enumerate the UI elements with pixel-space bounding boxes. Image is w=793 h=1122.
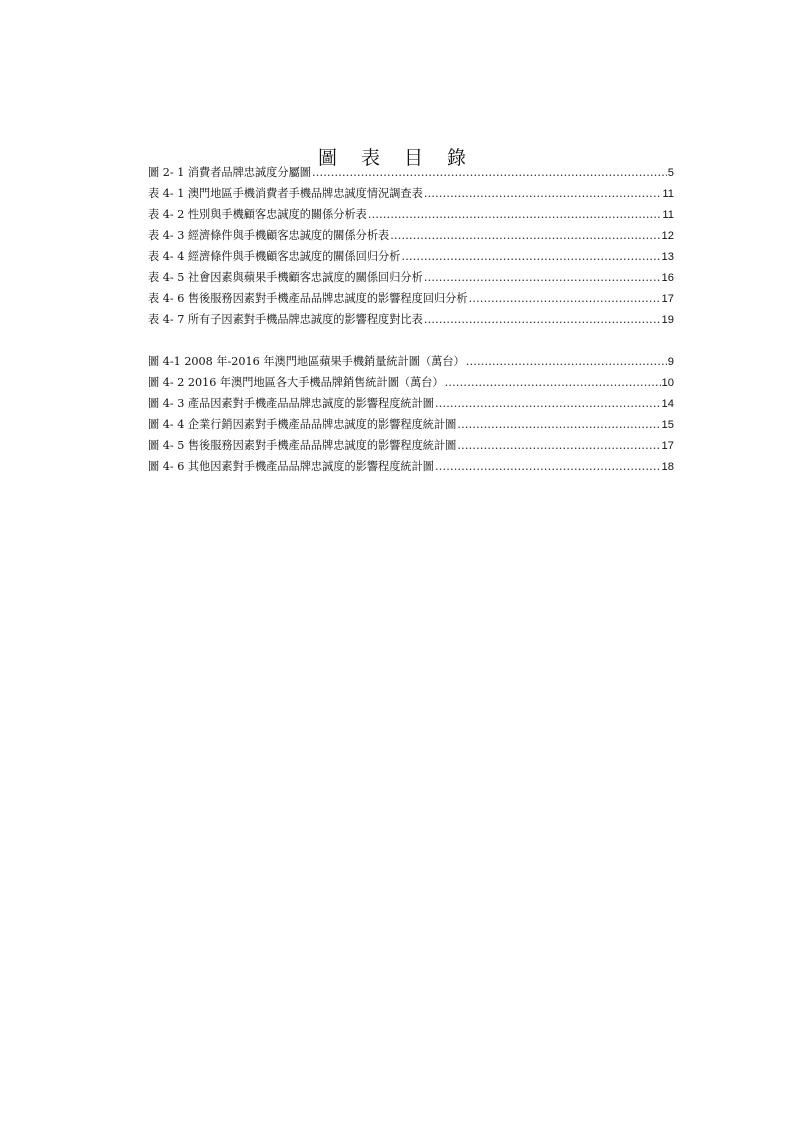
toc-entry-label: 圖 4- 6 其他因素對手機產品品牌忠誠度的影響程度統計圖 — [148, 460, 434, 473]
toc-entry-label: 圖 4- 2 2016 年澳門地區各大手機品牌銷售統計圖（萬台） — [148, 376, 444, 389]
toc-entry[interactable] — [148, 225, 674, 246]
toc-entry-page: 16 — [661, 272, 674, 284]
toc-entry-label: 表 4- 2 性別與手機顧客忠誠度的關係分析表 — [148, 208, 367, 221]
toc-entry-page: 11 — [662, 188, 674, 200]
toc-entry-label: 圖 4-1 2008 年-2016 年澳門地區蘋果手機銷量統計圖（萬台） — [148, 355, 465, 368]
toc-entry[interactable] — [148, 414, 674, 435]
toc-group-tables — [148, 162, 674, 330]
toc-entry[interactable] — [148, 435, 674, 456]
dot-leader — [445, 372, 661, 393]
toc-entry-label: 圖 4- 3 產品因素對手機產品品牌忠誠度的影響程度統計圖 — [148, 397, 434, 410]
toc-entry-label: 表 4- 7 所有子因素對手機品牌忠誠度的影響程度對比表 — [148, 313, 423, 326]
dot-leader — [457, 435, 660, 456]
dot-leader — [312, 162, 667, 183]
toc-entry-label: 圖 4- 4 企業行銷因素對手機產品品牌忠誠度的影響程度統計圖 — [148, 418, 457, 431]
toc-entry-page: 17 — [661, 440, 674, 452]
toc-entry-page: 5 — [667, 167, 674, 179]
dot-leader — [424, 267, 661, 288]
toc-group-figures — [148, 351, 674, 477]
dot-leader — [424, 183, 662, 204]
toc-entry[interactable] — [148, 393, 674, 414]
dot-leader — [435, 456, 661, 477]
toc-entry[interactable] — [148, 267, 674, 288]
dot-leader — [457, 414, 660, 435]
toc-entry-label: 圖 4- 5 售後服務因素對手機產品品牌忠誠度的影響程度統計圖 — [148, 439, 457, 452]
toc-entry-label: 表 4- 6 售後服務因素對手機產品品牌忠誠度的影響程度回归分析 — [148, 292, 468, 305]
toc-entry[interactable] — [148, 351, 674, 372]
toc-entry-label: 表 4- 1 澳門地區手機消費者手機品牌忠誠度情況調查表 — [148, 187, 423, 200]
toc-entry-page: 14 — [661, 398, 674, 410]
toc-entry-page: 17 — [661, 293, 674, 305]
toc-entry-page: 12 — [661, 230, 674, 242]
dot-leader — [390, 225, 660, 246]
page-title: 圖 表 目 錄 — [317, 146, 476, 169]
toc-entry-page: 13 — [661, 251, 674, 263]
toc-entry[interactable] — [148, 204, 674, 225]
toc-entry-page: 19 — [661, 314, 674, 326]
dot-leader — [435, 393, 661, 414]
dot-leader — [469, 288, 661, 309]
toc-entry-page: 15 — [661, 419, 674, 431]
toc-entry-page: 10 — [661, 377, 674, 389]
dot-leader — [368, 204, 662, 225]
toc-entry[interactable] — [148, 183, 674, 204]
toc-entry[interactable] — [148, 309, 674, 330]
toc-entry[interactable] — [148, 372, 674, 393]
toc-entry-label: 圖 2- 1 消費者品牌忠誠度分屬圖 — [148, 166, 311, 179]
dot-leader — [424, 309, 661, 330]
dot-leader — [401, 246, 660, 267]
toc-entry[interactable] — [148, 162, 674, 183]
toc-entry-page: 9 — [667, 356, 674, 368]
toc-entry-label: 表 4- 4 經濟條件與手機顧客忠誠度的關係回归分析 — [148, 250, 401, 263]
dot-leader — [466, 351, 667, 372]
toc-entry[interactable] — [148, 456, 674, 477]
toc-entry-label: 表 4- 5 社會因素與蘋果手機顧客忠誠度的關係回归分析 — [148, 271, 423, 284]
toc-entry-page: 18 — [661, 461, 674, 473]
toc-entry[interactable] — [148, 288, 674, 309]
toc-entry-label: 表 4- 3 經濟條件與手機顧客忠誠度的關係分析表 — [148, 229, 390, 242]
toc-entry[interactable] — [148, 246, 674, 267]
toc-entry-page: 11 — [662, 209, 674, 221]
